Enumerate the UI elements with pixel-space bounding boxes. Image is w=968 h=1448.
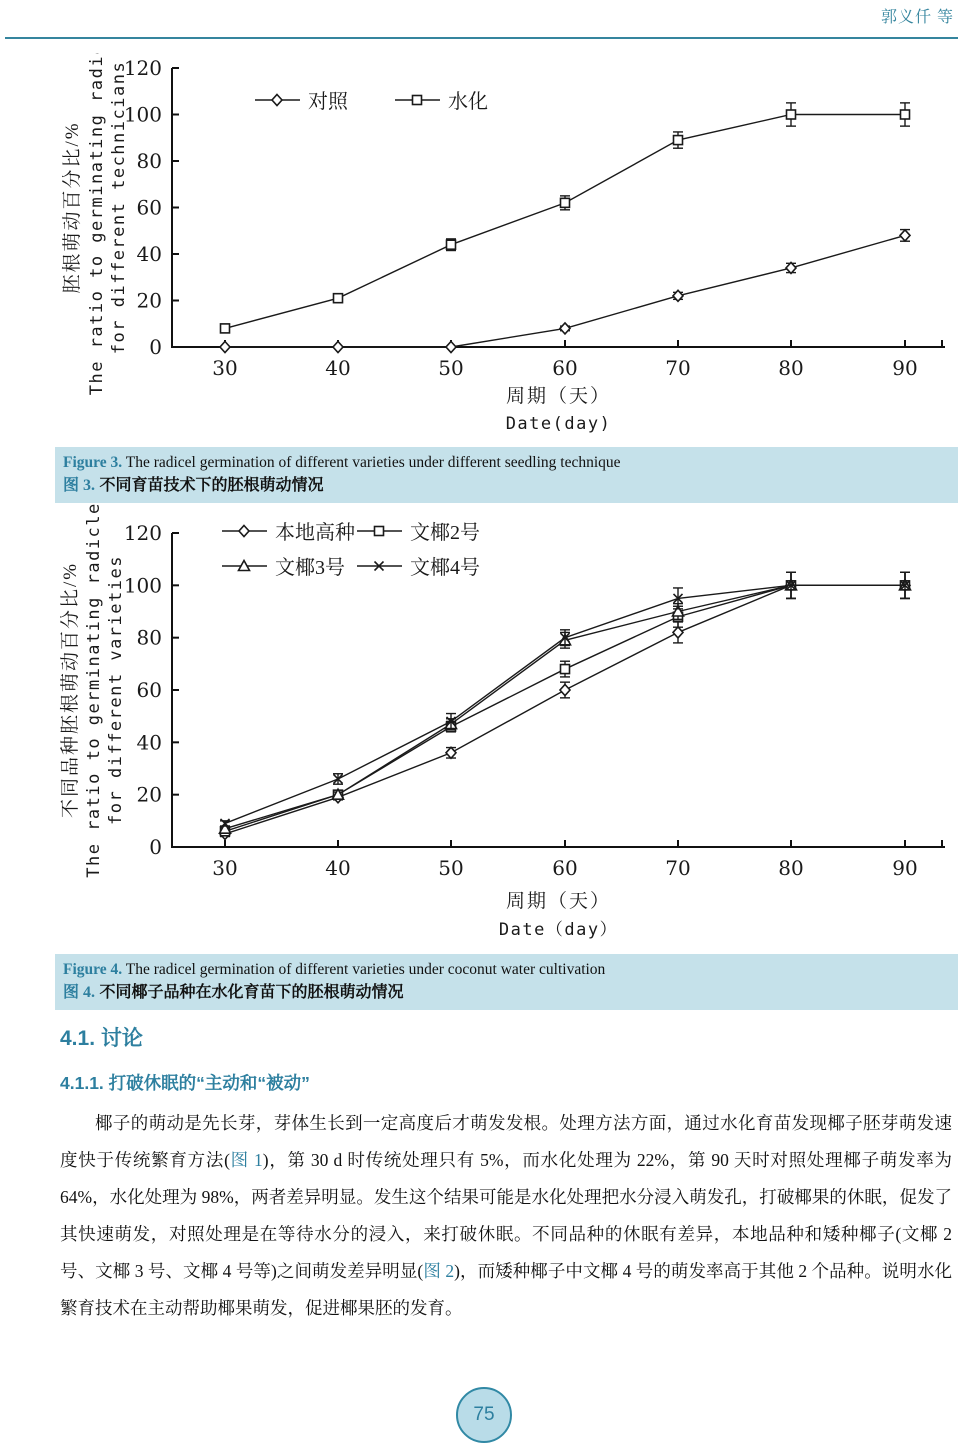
legend-item-文椰3号 bbox=[222, 556, 345, 579]
figure3-caption bbox=[55, 447, 958, 503]
x-axis-title-zh: 周期（天） bbox=[505, 891, 612, 912]
y-tick-label: 20 bbox=[136, 288, 162, 313]
legend-label: 文椰3号 bbox=[275, 557, 345, 579]
x-tick-label: 90 bbox=[892, 856, 918, 880]
square-marker bbox=[413, 96, 422, 105]
figure3-caption-en-text: The radicel germination of different varieties under different seedling technique bbox=[122, 454, 621, 471]
figure3-caption-zh-label: 图 3. bbox=[63, 477, 96, 494]
diamond-marker bbox=[446, 747, 456, 758]
page-header bbox=[0, 4, 968, 27]
diamond-marker bbox=[239, 526, 249, 537]
y-axis-title: 不同品种胚根萌动百分比/% bbox=[60, 561, 81, 819]
square-marker bbox=[334, 294, 343, 303]
y-axis-title: for different technicians bbox=[109, 60, 129, 355]
legend-item-水化 bbox=[395, 90, 488, 113]
figure3-caption-zh bbox=[63, 474, 950, 497]
x-tick-label: 30 bbox=[212, 856, 238, 880]
figure4-caption-en bbox=[63, 959, 950, 981]
y-tick-label: 60 bbox=[136, 195, 162, 220]
y-axis-ticks bbox=[124, 521, 179, 859]
figure-reference-link[interactable]: 图 2 bbox=[423, 1261, 455, 1281]
y-tick-label: 80 bbox=[136, 625, 162, 650]
series-line bbox=[225, 585, 905, 834]
series-line bbox=[225, 585, 905, 828]
figure4-caption-zh-text: 不同椰子品种在水化育苗下的胚根萌动情况 bbox=[95, 984, 404, 1001]
series-文椰2号 bbox=[220, 572, 910, 836]
y-tick-label: 60 bbox=[136, 678, 162, 702]
diamond-marker bbox=[560, 323, 570, 334]
x-tick-label: 50 bbox=[438, 856, 464, 880]
series-水化 bbox=[220, 103, 910, 333]
series-line bbox=[225, 585, 905, 823]
axes bbox=[172, 68, 945, 347]
x-axis-title-en: Date（day） bbox=[498, 920, 619, 940]
diamond-marker bbox=[673, 627, 683, 638]
y-axis-title: The ratio to germinating radicle bbox=[84, 502, 104, 878]
y-axis-title: 胚根萌动百分比/% bbox=[62, 121, 83, 294]
x-axis-title-zh: 周期（天） bbox=[505, 386, 612, 407]
y-tick-label: 40 bbox=[136, 730, 162, 755]
series-对照 bbox=[220, 230, 910, 353]
diamond-marker bbox=[446, 342, 456, 353]
legend bbox=[255, 90, 488, 113]
square-marker bbox=[787, 110, 796, 119]
y-tick-label: 100 bbox=[123, 102, 162, 127]
page-footer bbox=[0, 1387, 968, 1443]
square-marker bbox=[447, 240, 456, 249]
figure4-caption-zh bbox=[63, 981, 950, 1004]
legend-item-文椰4号 bbox=[357, 556, 480, 579]
x-tick-label: 40 bbox=[325, 856, 351, 880]
x-tick-label: 30 bbox=[212, 356, 238, 380]
page-number-badge bbox=[456, 1387, 512, 1443]
y-axis-ticks bbox=[124, 56, 179, 359]
paragraph-text: )，第 30 d 时传统处理只有 5%，而水化处理为 22%，第 90 天时对照处理椰子萌发率为 64%，水化处理为 98%，两者差异明显。发生这个结果可能是水化处理把水分浸入萌发孔，打破椰果的休眠，促发了其快速萌发，对照处理是在等待水分的浸入，来打破休眠。不同品种的休眠有差异，本地品种和矮种椰子(文椰 2 号、文椰 3 号、文椰 4 号等)之间萌发差异明显( bbox=[60, 1150, 953, 1281]
square-marker bbox=[375, 527, 384, 536]
legend bbox=[222, 521, 480, 579]
axes bbox=[172, 533, 945, 847]
x-axis-title-en: Date(day) bbox=[505, 414, 612, 434]
y-axis-title: for different varieties bbox=[106, 555, 126, 825]
figure4-caption-en-label: Figure 4. bbox=[63, 961, 123, 978]
x-tick-label: 60 bbox=[552, 356, 578, 380]
figure3-chart-container bbox=[0, 53, 968, 445]
subsection-title: 4.1.1. 打破休眠的“主动和“被动” bbox=[60, 1073, 310, 1093]
x-tick-label: 90 bbox=[892, 356, 918, 380]
x-tick-label: 80 bbox=[778, 356, 804, 380]
diamond-marker bbox=[333, 342, 343, 353]
y-tick-label: 80 bbox=[136, 149, 162, 173]
x-tick-label: 70 bbox=[665, 356, 691, 380]
square-marker bbox=[674, 136, 683, 145]
legend-label: 本地高种 bbox=[275, 522, 355, 544]
square-marker bbox=[221, 324, 230, 333]
y-tick-label: 120 bbox=[123, 56, 162, 80]
x-tick-label: 40 bbox=[325, 356, 351, 380]
series-line bbox=[225, 585, 905, 831]
square-marker bbox=[561, 198, 570, 207]
legend-label: 文椰2号 bbox=[410, 522, 480, 544]
figure4-line-chart bbox=[0, 500, 968, 950]
legend-item-文椰2号 bbox=[357, 521, 480, 544]
diamond-marker bbox=[220, 342, 230, 353]
y-tick-label: 40 bbox=[136, 242, 162, 266]
figure-reference-link[interactable]: 图 1 bbox=[229, 1150, 263, 1170]
legend-item-对照 bbox=[255, 90, 349, 113]
figure4-chart-container bbox=[0, 500, 968, 950]
x-tick-label: 50 bbox=[438, 356, 464, 380]
y-axis-title: The ratio to germinating radicle bbox=[87, 53, 107, 396]
section-title: 4.1. 讨论 bbox=[60, 1027, 143, 1050]
paragraph-text: )，而矮种椰子中文椰 4 号的萌发率高于其他 2 个品种。说明水化繁育技术在主动帮助椰果萌发，促进椰果胚的发育。 bbox=[60, 1261, 953, 1318]
x-tick-label: 60 bbox=[552, 856, 578, 880]
series-文椰3号 bbox=[220, 572, 911, 833]
y-tick-label: 0 bbox=[149, 335, 162, 359]
figure4-caption bbox=[55, 954, 958, 1010]
figure3-caption-en-label: Figure 3. bbox=[63, 454, 123, 471]
y-tick-label: 20 bbox=[136, 782, 162, 807]
legend-label: 水化 bbox=[448, 91, 488, 113]
diamond-marker bbox=[786, 262, 796, 273]
figure4-caption-en-text: The radicel germination of different varieties under coconut water cultivation bbox=[122, 961, 606, 978]
x-tick-label: 80 bbox=[778, 856, 804, 880]
series-line bbox=[225, 115, 905, 329]
diamond-marker bbox=[900, 230, 910, 241]
figure4-caption-zh-label: 图 4. bbox=[63, 984, 96, 1001]
square-marker bbox=[561, 665, 570, 674]
discussion-section bbox=[60, 1022, 952, 1327]
square-marker bbox=[901, 110, 910, 119]
page-number: 75 bbox=[473, 1404, 495, 1425]
legend-label: 文椰4号 bbox=[410, 557, 480, 579]
legend-item-本地高种 bbox=[222, 521, 355, 544]
figure3-line-chart bbox=[0, 53, 968, 445]
x-tick-label: 70 bbox=[665, 856, 691, 880]
series-文椰4号 bbox=[220, 572, 910, 828]
y-tick-label: 0 bbox=[149, 835, 162, 859]
y-tick-label: 100 bbox=[123, 573, 162, 598]
figure3-caption-en bbox=[63, 452, 950, 474]
figure3-caption-zh-text: 不同育苗技术下的胚根萌动情况 bbox=[95, 477, 324, 494]
running-head-author: 郭义仟 等 bbox=[880, 9, 954, 26]
header-rule bbox=[5, 37, 958, 39]
diamond-marker bbox=[272, 95, 282, 106]
diamond-marker bbox=[560, 685, 570, 696]
discussion-paragraph bbox=[60, 1105, 952, 1327]
legend-label: 对照 bbox=[308, 91, 348, 113]
y-tick-label: 120 bbox=[123, 521, 162, 545]
paragraph-text: 椰子的萌动是先长芽，芽体生长到一定高度后才萌发发根。处理方法方面，通过水化育苗发现椰子胚芽萌发速度快于传统繁育方法( bbox=[60, 1113, 952, 1170]
